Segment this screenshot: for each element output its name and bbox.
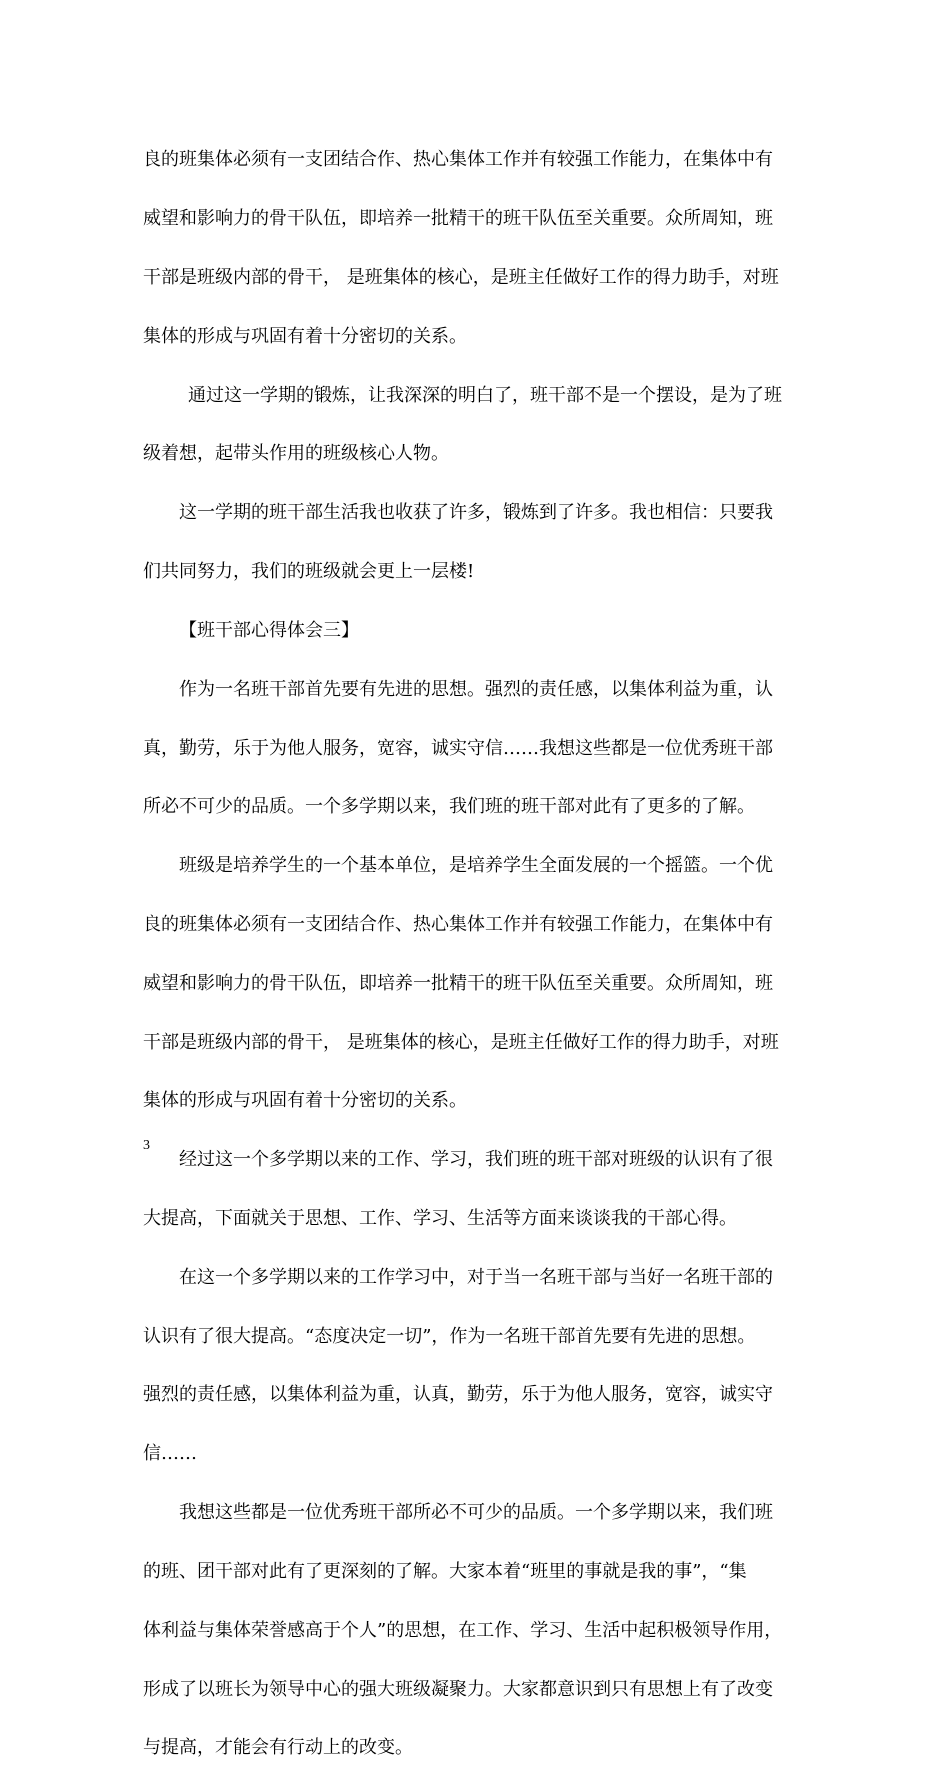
text-line: 良的班集体必须有一支团结合作、热心集体工作并有较强工作能力，在集体中有 [143,149,773,171]
text-line: 级着想，起带头作用的班级核心人物。 [143,443,449,465]
text-line: 集体的形成与巩固有着十分密切的关系。 [143,1090,467,1112]
document-body [143,116,815,1792]
text-line: 我想这些都是一位优秀班干部所必不可少的品质。一个多学期以来，我们班 [179,1502,773,1524]
text-line: 在这一个多学期以来的工作学习中，对于当一名班干部与当好一名班干部的 [179,1266,773,1288]
text-line: 认识有了很大提高。“态度决定一切”，作为一名班干部首先要有先进的思想。 [143,1325,756,1347]
text-line: 威望和影响力的骨干队伍，即培养一批精干的班干队伍至关重要。众所周知，班 [143,972,773,994]
text-line: 经过这一个多学期以来的工作、学习，我们班的班干部对班级的认识有了很 [179,1149,773,1171]
text-line: 体利益与集体荣誉感高于个人”的思想，在工作、学习、生活中起积极领导作用， [143,1619,783,1641]
text-line: 的班、团干部对此有了更深刻的了解。大家本着“班里的事就是我的事”，“集 [143,1560,747,1582]
paragraph [143,116,815,1792]
text-line: 们共同努力，我们的班级就会更上一层楼! [143,561,475,583]
text-line: 信…… [143,1443,197,1465]
text-line: 作为一名班干部首先要有先进的思想。强烈的责任感，以集体利益为重，认 [179,678,773,700]
text-line: 集体的形成与巩固有着十分密切的关系。 [143,325,467,347]
text-line: 班级是培养学生的一个基本单位，是培养学生全面发展的一个摇篮。一个优 [179,855,773,877]
text-line: 良的班集体必须有一支团结合作、热心集体工作并有较强工作能力，在集体中有 [143,913,773,935]
text-line: 真，勤劳，乐于为他人服务，宽容，诚实守信……我想这些都是一位优秀班干部 [143,737,773,759]
text-line: 这一学期的班干部生活我也收获了许多，锻炼到了许多。我也相信：只要我 [179,502,773,524]
text-line: 大提高，下面就关于思想、工作、学习、生活等方面来谈谈我的干部心得。 [143,1208,737,1230]
text-line: 强烈的责任感，以集体利益为重，认真，勤劳，乐于为他人服务，宽容，诚实守 [143,1384,773,1406]
text-line: 所必不可少的品质。一个多学期以来，我们班的班干部对此有了更多的了解。 [143,796,755,818]
text-line: 通过这一学期的锻炼，让我深深的明白了，班干部不是一个摆设，是为了班 [188,384,782,406]
section-heading: 【班干部心得体会三】 [179,619,359,641]
text-line: 干部是班级内部的骨干， 是班集体的核心，是班主任做好工作的得力助手，对班 [143,1031,779,1053]
text-line: 干部是班级内部的骨干， 是班集体的核心，是班主任做好工作的得力助手，对班 [143,267,779,289]
text-line: 威望和影响力的骨干队伍，即培养一批精干的班干队伍至关重要。众所周知，班 [143,208,773,230]
page-number: 3 [143,1138,150,1153]
text-line: 形成了以班长为领导中心的强大班级凝聚力。大家都意识到只有思想上有了改变 [143,1678,773,1700]
text-line: 与提高，才能会有行动上的改变。 [143,1737,413,1759]
